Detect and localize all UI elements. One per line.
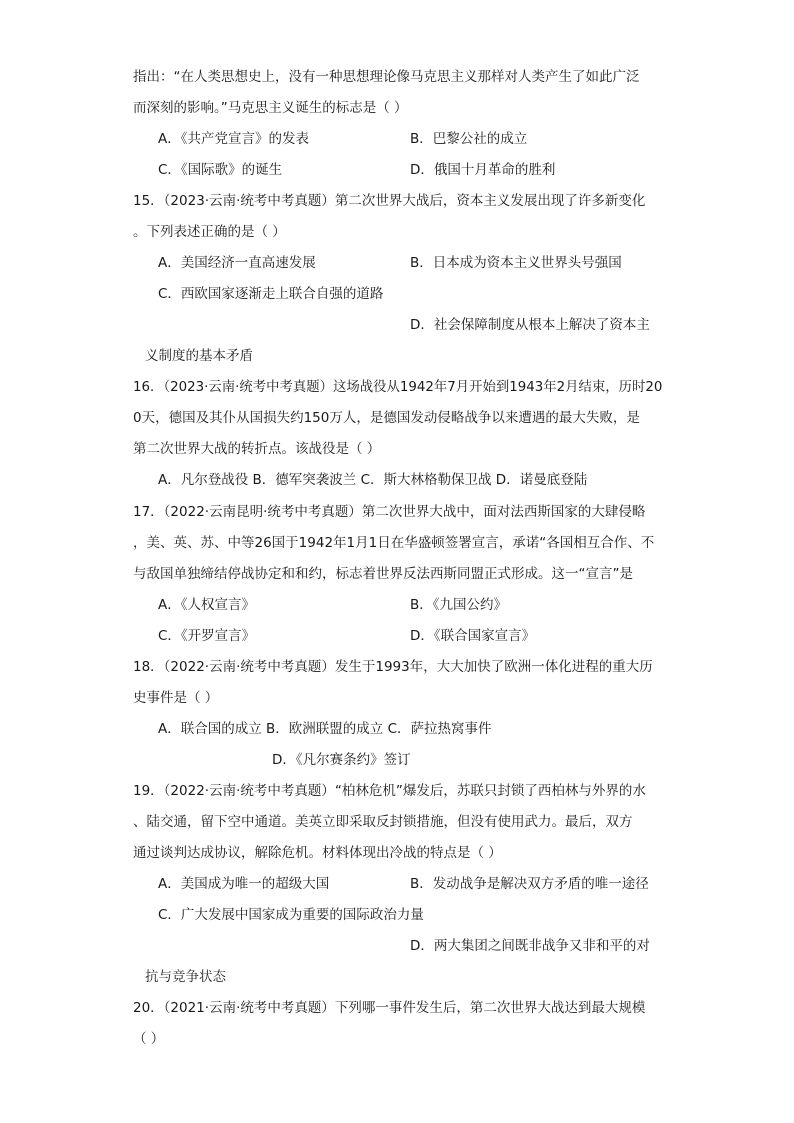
q17-stem-line3: 与敌国单独缔结停战协定和和约，标志着世界反法西斯同盟正式形成。这一“宣言”是	[133, 566, 633, 582]
q15-stem-line2: 。下列表述正确的是（ ）	[133, 224, 286, 240]
q19-stem-line3: 通过谈判达成协议，解除危机。材料体现出冷战的特点是（ ）	[133, 845, 502, 861]
q19-stem-line2: 、陆交通，留下空中通道。美英立即采取反封锁措施，但没有使用武力。最后，双方	[133, 814, 633, 830]
q19-option-c: C．广大发展中国家成为重要的国际政治力量	[158, 907, 424, 923]
q14-option-b: B．巴黎公社的成立	[410, 131, 528, 147]
q16-stem-line1: 16．（2023·云南·统考中考真题）这场战役从1942年7月开始到1943年2月结束，历时20	[133, 379, 663, 395]
q17-option-a: A．《人权宣言》	[158, 597, 255, 613]
q15-option-d-continued: 义制度的基本矛盾	[145, 348, 253, 364]
q15-option-d: D．社会保障制度从根本上解决了资本主	[410, 317, 650, 333]
q19-option-b: B．发动战争是解决双方矛盾的唯一途径	[410, 876, 649, 892]
q19-stem-line1: 19．（2022·云南·统考中考真题）“柏林危机”爆发后，苏联只封锁了西柏林与外界的水	[133, 783, 646, 799]
q18-option-d: D．《凡尔赛条约》签订	[272, 752, 411, 768]
q15-option-a: A．美国经济一直高速发展	[158, 255, 316, 271]
q17-option-d: D．《联合国家宣言》	[410, 628, 536, 644]
q20-stem-line1: 20．（2021·云南·统考中考真题）下列哪一事件发生后，第二次世界大战达到最大规模	[133, 1000, 646, 1016]
q18-stem-line2: 史事件是（ ）	[133, 690, 219, 706]
q15-stem-line1: 15．（2023·云南·统考中考真题）第二次世界大战后，资本主义发展出现了许多新变化	[133, 193, 646, 209]
q16-stem-line3: 第二次世界大战的转折点。该战役是（ ）	[133, 441, 381, 457]
q16-options: A．凡尔登战役 B．德军突袭波兰 C．斯大林格勒保卫战 D．诺曼底登陆	[158, 472, 588, 488]
q14-option-d: D．俄国十月革命的胜利	[410, 162, 556, 178]
q17-option-c: C．《开罗宣言》	[158, 628, 256, 644]
q17-stem-line1: 17．（2022·云南昆明·统考中考真题）第二次世界大战中，面对法西斯国家的大肆侵略	[133, 504, 646, 520]
q19-option-d-continued: 抗与竞争状态	[145, 969, 226, 985]
q17-option-b: B．《九国公约》	[410, 597, 508, 613]
q17-stem-line2: ，美、英、苏、中等26国于1942年1月1日在华盛顿签署宣言，承诺“各国相互合作、不	[133, 535, 655, 551]
q16-stem-line2: 0天，德国及其仆从国损失约150万人，是德国发动侵略战争以来遭遇的最大失败，是	[133, 410, 640, 426]
q15-option-c: C．西欧国家逐渐走上联合自强的道路	[158, 286, 384, 302]
q14-stem-line2: 而深刻的影响。”马克思主义诞生的标志是（ ）	[133, 100, 408, 116]
q20-stem-line2: （ ）	[133, 1031, 165, 1047]
q14-option-a: A．《共产党宣言》的发表	[158, 131, 309, 147]
q18-stem-line1: 18．（2022·云南·统考中考真题）发生于1993年，大大加快了欧洲一体化进程的重大历	[133, 659, 653, 675]
q15-option-b: B．日本成为资本主义世界头号强国	[410, 255, 622, 271]
q14-stem-line1: 指出：“在人类思想史上，没有一种思想理论像马克思主义那样对人类产生了如此广泛	[133, 69, 640, 85]
q19-option-d: D．两大集团之间既非战争又非和平的对	[410, 938, 650, 954]
q18-options-abc: A．联合国的成立 B．欧洲联盟的成立 C．萨拉热窝事件	[158, 721, 492, 737]
q14-option-c: C．《国际歌》的诞生	[158, 162, 283, 178]
q19-option-a: A．美国成为唯一的超级大国	[158, 876, 330, 892]
